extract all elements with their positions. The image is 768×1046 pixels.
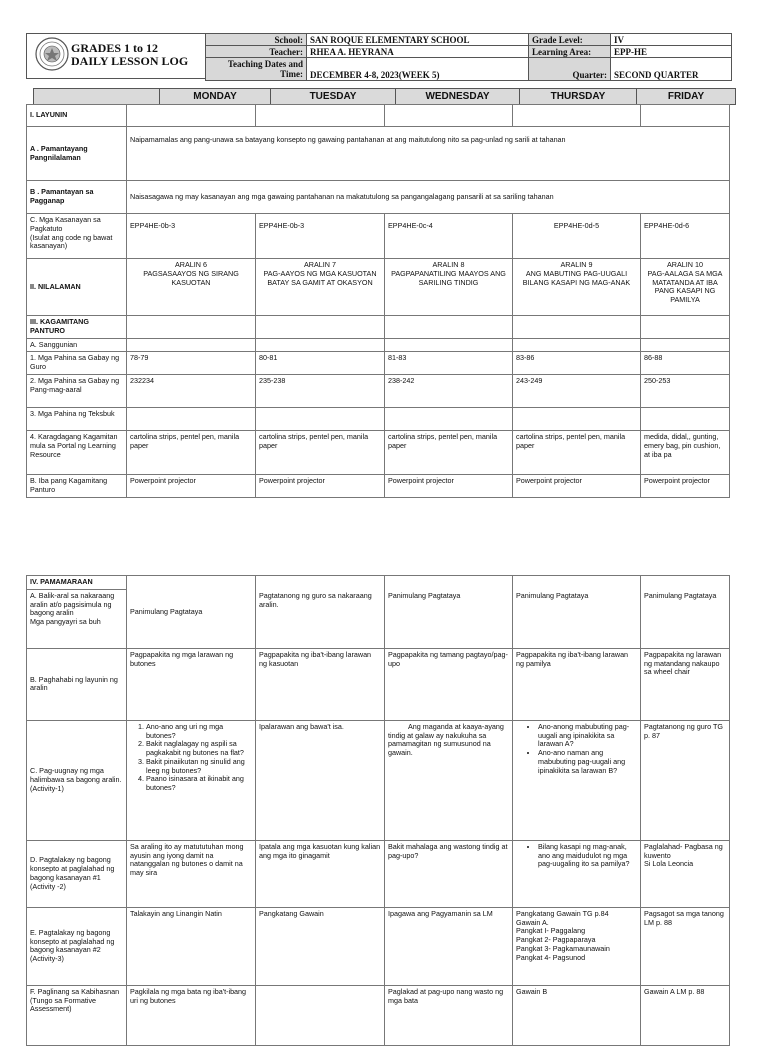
nilalaman-wednesday: ARALIN 8 PAGPAPANATILING MAAYOS ANG SARILING TINDIG xyxy=(385,259,513,316)
dates-label xyxy=(206,58,307,81)
karagdagan-friday: medida, didal,, gunting, emery bag, pin cushion, at iba pa xyxy=(641,431,730,475)
b-tuesday: Pagpapakita ng iba't-ibang larawan ng kasuotan xyxy=(256,648,385,720)
magaaral-wednesday: 238-242 xyxy=(385,375,513,408)
kasanayan-label-cell xyxy=(27,214,127,259)
c-monday-list xyxy=(130,723,252,793)
a-thursday: Panimulang Pagtataya xyxy=(513,576,641,649)
a-wednesday: Panimulang Pagtataya xyxy=(385,576,513,649)
d-thursday xyxy=(513,840,641,907)
list-item: 4. Paano isinasara at ikinabit ang butones? xyxy=(146,775,252,793)
day-thursday: THURSDAY xyxy=(520,89,637,105)
pamantayang-pangnilalaman-label: A . Pamantayang Pangnilalaman xyxy=(27,127,127,181)
cell xyxy=(513,105,641,127)
a-friday: Panimulang Pagtataya xyxy=(641,576,730,649)
guro-friday: 86-88 xyxy=(641,352,730,375)
c-monday xyxy=(127,720,256,840)
code-tuesday: EPP4HE-0b-3 xyxy=(256,214,385,259)
kasanayan-sub: (Isulat ang code ng bawat kasanayan) xyxy=(30,232,113,251)
kagamitan-heading: III. KAGAMITANG PANTURO xyxy=(27,316,127,339)
d-monday: Sa araling ito ay matututuhan mong ayusin ang iyong damit na natanggalan ng butones o damit na may sira xyxy=(127,840,256,907)
c-thursday-list xyxy=(516,723,637,776)
area-label: Learning Area: xyxy=(529,46,611,58)
pamantayang-pangnilalaman-text: Naipamamalas ang pang-unawa sa batayang konsepto ng gawaing pantahanan at ang maitutulong nito sa pag-unlad ng sarili at tahanan xyxy=(127,127,730,181)
day-monday: MONDAY xyxy=(160,89,271,105)
school-value: SAN ROQUE ELEMENTARY SCHOOL xyxy=(307,34,529,46)
cell xyxy=(641,408,730,431)
pamantayan-sa-pagganap-label: B . Pamantayan sa Pagganap xyxy=(27,181,127,214)
list-item: • Ano-anong mabubuting pag-uugali ang ipinakikita sa larawan A? xyxy=(538,723,637,749)
karagdagan-wednesday: cartolina strips, pentel pen, manila paper xyxy=(385,431,513,475)
dates-label-line2: Time: xyxy=(280,69,303,79)
iba-thursday: Powerpoint projector xyxy=(513,475,641,498)
c-wednesday: Ang maganda at kaaya-ayang tindig at galaw ay nakukuha sa pamamagitan ng sumusunod na gawain. xyxy=(385,720,513,840)
d-wednesday: Bakit mahalaga ang wastong tindig at pag-upo? xyxy=(385,840,513,907)
cell xyxy=(256,316,385,339)
layunin-heading: I. LAYUNIN xyxy=(27,105,127,127)
f-tuesday xyxy=(256,985,385,1045)
cell xyxy=(127,338,256,352)
cell xyxy=(385,105,513,127)
nilalaman-thursday: ARALIN 9 ANG MABUTING PAG-UUGALI BILANG KASAPI NG MAG-ANAK xyxy=(513,259,641,316)
karagdagan-monday: cartolina strips, pentel pen, manila paper xyxy=(127,431,256,475)
balik-aral-label: A. Balik-aral sa nakaraang aralin at/o pagsisimula ng bagong aralin Mga pangyayri sa buh xyxy=(27,589,127,648)
b-monday: Pagpapakita ng mga larawan ng butones xyxy=(127,648,256,720)
d-friday: Paglalahad- Pagbasa ng kuwento Si Lola Leoncia xyxy=(641,840,730,907)
f-thursday: Gawain B xyxy=(513,985,641,1045)
school-label: School: xyxy=(206,34,307,46)
iba-pang-kagamitan-label: B. Iba pang Kagamitang Panturo xyxy=(27,475,127,498)
nilalaman-monday: ARALIN 6 PAGSASAAYOS NG SIRANG KASUOTAN xyxy=(127,259,256,316)
nilalaman-friday: ARALIN 10 PAG-AALAGA SA MGA MATATANDA AT IBA PANG KASAPI NG PAMILYA xyxy=(641,259,730,316)
e-wednesday: Ipagawa ang Pagyamanin sa LM xyxy=(385,907,513,985)
sanggunian-label: A. Sanggunian xyxy=(27,338,127,352)
magaaral-monday: 232234 xyxy=(127,375,256,408)
b-thursday: Pagpapakita ng iba't-ibang larawan ng pamilya xyxy=(513,648,641,720)
nilalaman-tuesday: ARALIN 7 PAG-AAYOS NG MGA KASUOTAN BATAY SA GAMIT AT OKASYON xyxy=(256,259,385,316)
cell xyxy=(385,316,513,339)
cell xyxy=(127,316,256,339)
quarter-value: SECOND QUARTER xyxy=(611,58,732,81)
d-tuesday: Ipatala ang mga kasuotan kung kalian ang mga ito ginagamit xyxy=(256,840,385,907)
cell xyxy=(256,105,385,127)
list-item: • Ano-ano naman ang mabubuting pag-uugali ang ipinakikita sa larawan B? xyxy=(538,749,637,775)
gabay-guro-label: 1. Mga Pahina sa Gabay ng Guro xyxy=(27,352,127,375)
cell xyxy=(127,105,256,127)
list-item: 3. Bakit pinaiikutan ng sinulid ang leeg ng butones? xyxy=(146,758,252,776)
form-title-grades: GRADES 1 to 12 xyxy=(71,41,159,55)
e-thursday: Pangkatang Gawain TG p.84 Gawain A. Pangkat I- Paggalang Pangkat 2- Pagpaparaya Pangkat 3- Pagkamaunawain Pangkat 4- Pagsunod xyxy=(513,907,641,985)
grade-value: IV xyxy=(611,34,732,46)
e-monday: Talakayin ang Linangin Natin xyxy=(127,907,256,985)
pamamaraan-heading: IV. PAMAMARAAN xyxy=(27,576,127,590)
code-friday: EPP4HE-0d-6 xyxy=(641,214,730,259)
kasanayan-label: C. Mga Kasanayan sa Pagkatuto xyxy=(30,215,101,233)
day-tuesday: TUESDAY xyxy=(271,89,396,105)
iba-friday: Powerpoint projector xyxy=(641,475,730,498)
day-header-row xyxy=(33,88,736,105)
pamantayan-sa-pagganap-text: Naisasagawa ng may kasanayan ang mga gawaing pantahanan na makatutulong sa pangangalagang pansarili at sa sariling tahanan xyxy=(127,181,730,214)
cell xyxy=(385,338,513,352)
guro-monday: 78-79 xyxy=(127,352,256,375)
karagdagan-thursday: cartolina strips, pentel pen, manila paper xyxy=(513,431,641,475)
d-thursday-list xyxy=(516,843,637,869)
iba-monday: Powerpoint projector xyxy=(127,475,256,498)
cell xyxy=(256,408,385,431)
gabay-magaaral-label: 2. Mga Pahina sa Gabay ng Pang-mag-aaral xyxy=(27,375,127,408)
day-header-blank xyxy=(34,89,160,105)
b-wednesday: Pagpapakita ng tamang pagtayo/pag-upo xyxy=(385,648,513,720)
cell xyxy=(385,408,513,431)
dates-value: DECEMBER 4-8, 2023(WEEK 5) xyxy=(307,58,529,81)
c-friday: Pagtatanong ng guro TG p. 87 xyxy=(641,720,730,840)
list-item: • Bilang kasapi ng mag-anak, ano ang maidudulot ng mga pag-uugaling ito sa pamilya? xyxy=(538,843,637,869)
guro-thursday: 83-86 xyxy=(513,352,641,375)
e-tuesday: Pangkatang Gawain xyxy=(256,907,385,985)
cell xyxy=(256,338,385,352)
day-wednesday: WEDNESDAY xyxy=(396,89,520,105)
b-friday: Pagpapakita ng larawan ng matandang nakaupo sa wheel chair xyxy=(641,648,730,720)
magaaral-friday: 250-253 xyxy=(641,375,730,408)
magaaral-thursday: 243-249 xyxy=(513,375,641,408)
iba-tuesday: Powerpoint projector xyxy=(256,475,385,498)
iba-wednesday: Powerpoint projector xyxy=(385,475,513,498)
cell xyxy=(641,338,730,352)
header-info-table xyxy=(205,33,732,81)
cell xyxy=(513,338,641,352)
cell xyxy=(127,408,256,431)
nilalaman-label: II. NILALAMAN xyxy=(27,259,127,316)
magaaral-tuesday: 235-238 xyxy=(256,375,385,408)
karagdagan-label: 4. Karagdagang Kagamitan mula sa Portal ng Learning Resource xyxy=(27,431,127,475)
form-title-dll: DAILY LESSON LOG xyxy=(71,54,189,68)
pagtalakay-1-label: D. Pagtalakay ng bagong konsepto at paglalahad ng bagong kasanayan #1 (Activity -2) xyxy=(27,840,127,907)
f-wednesday: Paglakad at pag-upo nang wasto ng mga bata xyxy=(385,985,513,1045)
a-monday: Panimulang Pagtataya xyxy=(127,576,256,649)
day-friday: FRIDAY xyxy=(637,89,736,105)
pagtalakay-2-label: E. Pagtalakay ng bagong konsepto at paglalahad ng bagong kasanayan #2 (Activity-3) xyxy=(27,907,127,985)
c-tuesday: Ipalarawan ang bawa't isa. xyxy=(256,720,385,840)
f-friday: Gawain A LM p. 88 xyxy=(641,985,730,1045)
a-tuesday: Pagtatanong ng guro sa nakaraang aralin. xyxy=(256,576,385,649)
karagdagan-tuesday: cartolina strips, pentel pen, manila paper xyxy=(256,431,385,475)
area-value: EPP-HE xyxy=(611,46,732,58)
list-item: 1. Ano-ano ang uri ng mga butones? xyxy=(146,723,252,741)
teacher-value: RHEA A. HEYRANA xyxy=(307,46,529,58)
paghahabi-label: B. Paghahabi ng layunin ng aralin xyxy=(27,648,127,720)
guro-wednesday: 81-83 xyxy=(385,352,513,375)
list-item: 2. Bakit naglalagay ng aspili sa pagkakabit ng butones na flat? xyxy=(146,740,252,758)
grade-label: Grade Level: xyxy=(529,34,611,46)
cell xyxy=(641,105,730,127)
lesson-table-procedure xyxy=(26,575,730,1046)
code-wednesday: EPP4HE-0c-4 xyxy=(385,214,513,259)
header-title-block xyxy=(26,33,206,79)
pag-uugnay-label: C. Pag-uugnay ng mga halimbawa sa bagong aralin. (Activity-1) xyxy=(27,720,127,840)
code-monday: EPP4HE-0b-3 xyxy=(127,214,256,259)
cell xyxy=(641,316,730,339)
code-thursday: EPP4HE-0d-5 xyxy=(513,214,641,259)
lesson-table-objectives xyxy=(26,104,730,498)
deped-seal-icon xyxy=(35,37,69,71)
cell xyxy=(513,316,641,339)
guro-tuesday: 80-81 xyxy=(256,352,385,375)
cell xyxy=(513,408,641,431)
dates-label-line1: Teaching Dates and xyxy=(227,59,303,69)
f-monday: Pagkilala ng mga bata ng iba't-ibang uri ng butones xyxy=(127,985,256,1045)
teksbuk-label: 3. Mga Pahina ng Teksbuk xyxy=(27,408,127,431)
e-friday: Pagsagot sa mga tanong LM p. 88 xyxy=(641,907,730,985)
quarter-label: Quarter: xyxy=(529,58,611,81)
teacher-label: Teacher: xyxy=(206,46,307,58)
c-thursday xyxy=(513,720,641,840)
paglinang-label: F. Paglinang sa Kabihasnan (Tungo sa Formative Assessment) xyxy=(27,985,127,1045)
